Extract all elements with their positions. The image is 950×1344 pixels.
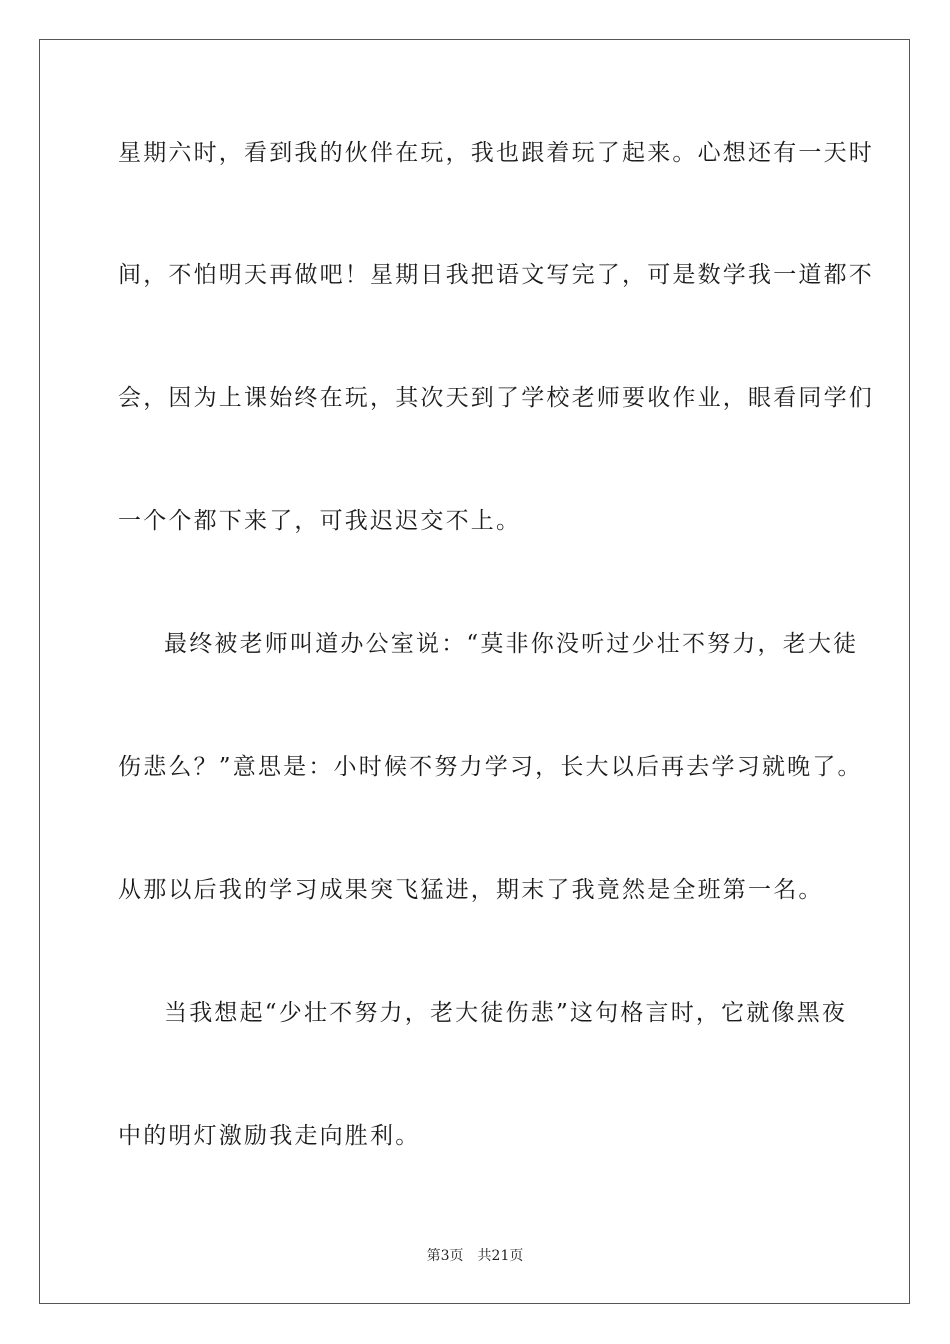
text-line-9: 中的明灯激励我走向胜利。 (118, 1123, 421, 1149)
text-line-1: 星期六时，看到我的伙伴在玩，我也跟着玩了起来。心想还有一天时 (118, 140, 874, 166)
text-line-6: 伤悲么？”意思是：小时候不努力学习，长大以后再去学习就晚了。 (118, 754, 863, 780)
page-total: 共21页 (477, 1248, 524, 1264)
text-line-8: 当我想起“少壮不努力，老大徒伤悲”这句格言时，它就像黑夜 (164, 1000, 848, 1026)
text-line-3: 会，因为上课始终在玩，其次天到了学校老师要收作业，眼看同学们 (118, 385, 874, 411)
text-line-4: 一个个都下来了，可我迟迟交不上。 (118, 508, 522, 534)
page-frame (39, 39, 910, 1304)
text-line-7: 从那以后我的学习成果突飞猛进，期末了我竟然是全班第一名。 (118, 877, 824, 903)
text-line-2: 间，不怕明天再做吧！星期日我把语文写完了，可是数学我一道都不 (118, 262, 874, 288)
page-footer (0, 1247, 950, 1265)
page-number: 第3页 (426, 1248, 464, 1264)
text-line-5: 最终被老师叫道办公室说：“莫非你没听过少壮不努力，老大徒 (164, 631, 859, 657)
